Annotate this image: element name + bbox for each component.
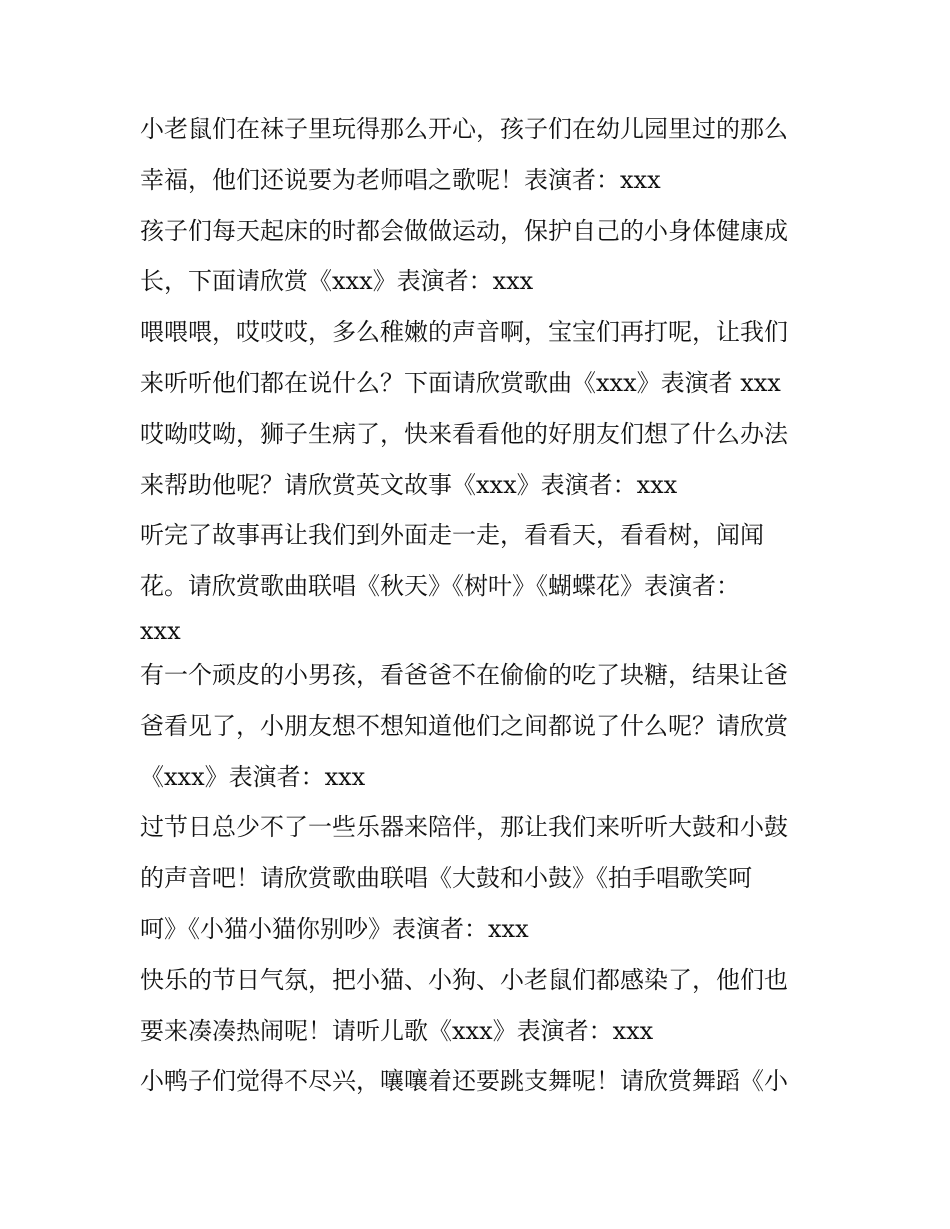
text-line: 长，下面请欣赏《xxx》表演者：xxx <box>140 267 534 296</box>
text-line: 爸看见了，小朋友想不想知道他们之间都说了什么呢？请欣赏 <box>140 711 788 740</box>
document-body <box>140 104 820 1107</box>
text-line: 呵》《小猫小猫你别吵》表演者：xxx <box>140 914 529 943</box>
text-line: 《xxx》表演者：xxx <box>140 762 366 791</box>
text-line: 小鸭子们觉得不尽兴，嚷嚷着还要跳支舞呢！请欣赏舞蹈《小 <box>140 1067 788 1096</box>
text-line: 来听听他们都在说什么？下面请欣赏歌曲《xxx》表演者 xxx <box>140 368 781 397</box>
text-line: 听完了故事再让我们到外面走一走，看看天，看看树，闻闻 <box>140 521 764 550</box>
text-line: 有一个顽皮的小男孩，看爸爸不在偷偷的吃了块糖，结果让爸 <box>140 660 788 689</box>
text-line: 过节日总少不了一些乐器来陪伴，那让我们来听听大鼓和小鼓 <box>140 813 788 842</box>
text-line: 哎呦哎呦，狮子生病了，快来看看他的好朋友们想了什么办法 <box>140 419 788 448</box>
text-line: 幸福，他们还说要为老师唱之歌呢！表演者：xxx <box>140 165 661 194</box>
text-line: 快乐的节日气氛，把小猫、小狗、小老鼠们都感染了，他们也 <box>140 965 788 994</box>
text-line: 花。请欣赏歌曲联唱《秋天》《树叶》《蝴蝶花》表演者： <box>140 572 740 601</box>
text-line: 来帮助他呢？请欣赏英文故事《xxx》表演者：xxx <box>140 470 678 499</box>
text-line: 的声音吧！请欣赏歌曲联唱《大鼓和小鼓》《拍手唱歌笑呵 <box>140 864 752 893</box>
text-line: xxx <box>140 616 181 645</box>
text-line: 小老鼠们在袜子里玩得那么开心，孩子们在幼儿园里过的那么 <box>140 115 788 143</box>
text-line: 孩子们每天起床的时都会做做运动，保护自己的小身体健康成 <box>140 216 788 245</box>
text-line: 喂喂喂，哎哎哎，多么稚嫩的声音啊，宝宝们再打呢，让我们 <box>140 318 788 347</box>
text-line: 要来凑凑热闹呢！请听儿歌《xxx》表演者：xxx <box>140 1016 654 1045</box>
